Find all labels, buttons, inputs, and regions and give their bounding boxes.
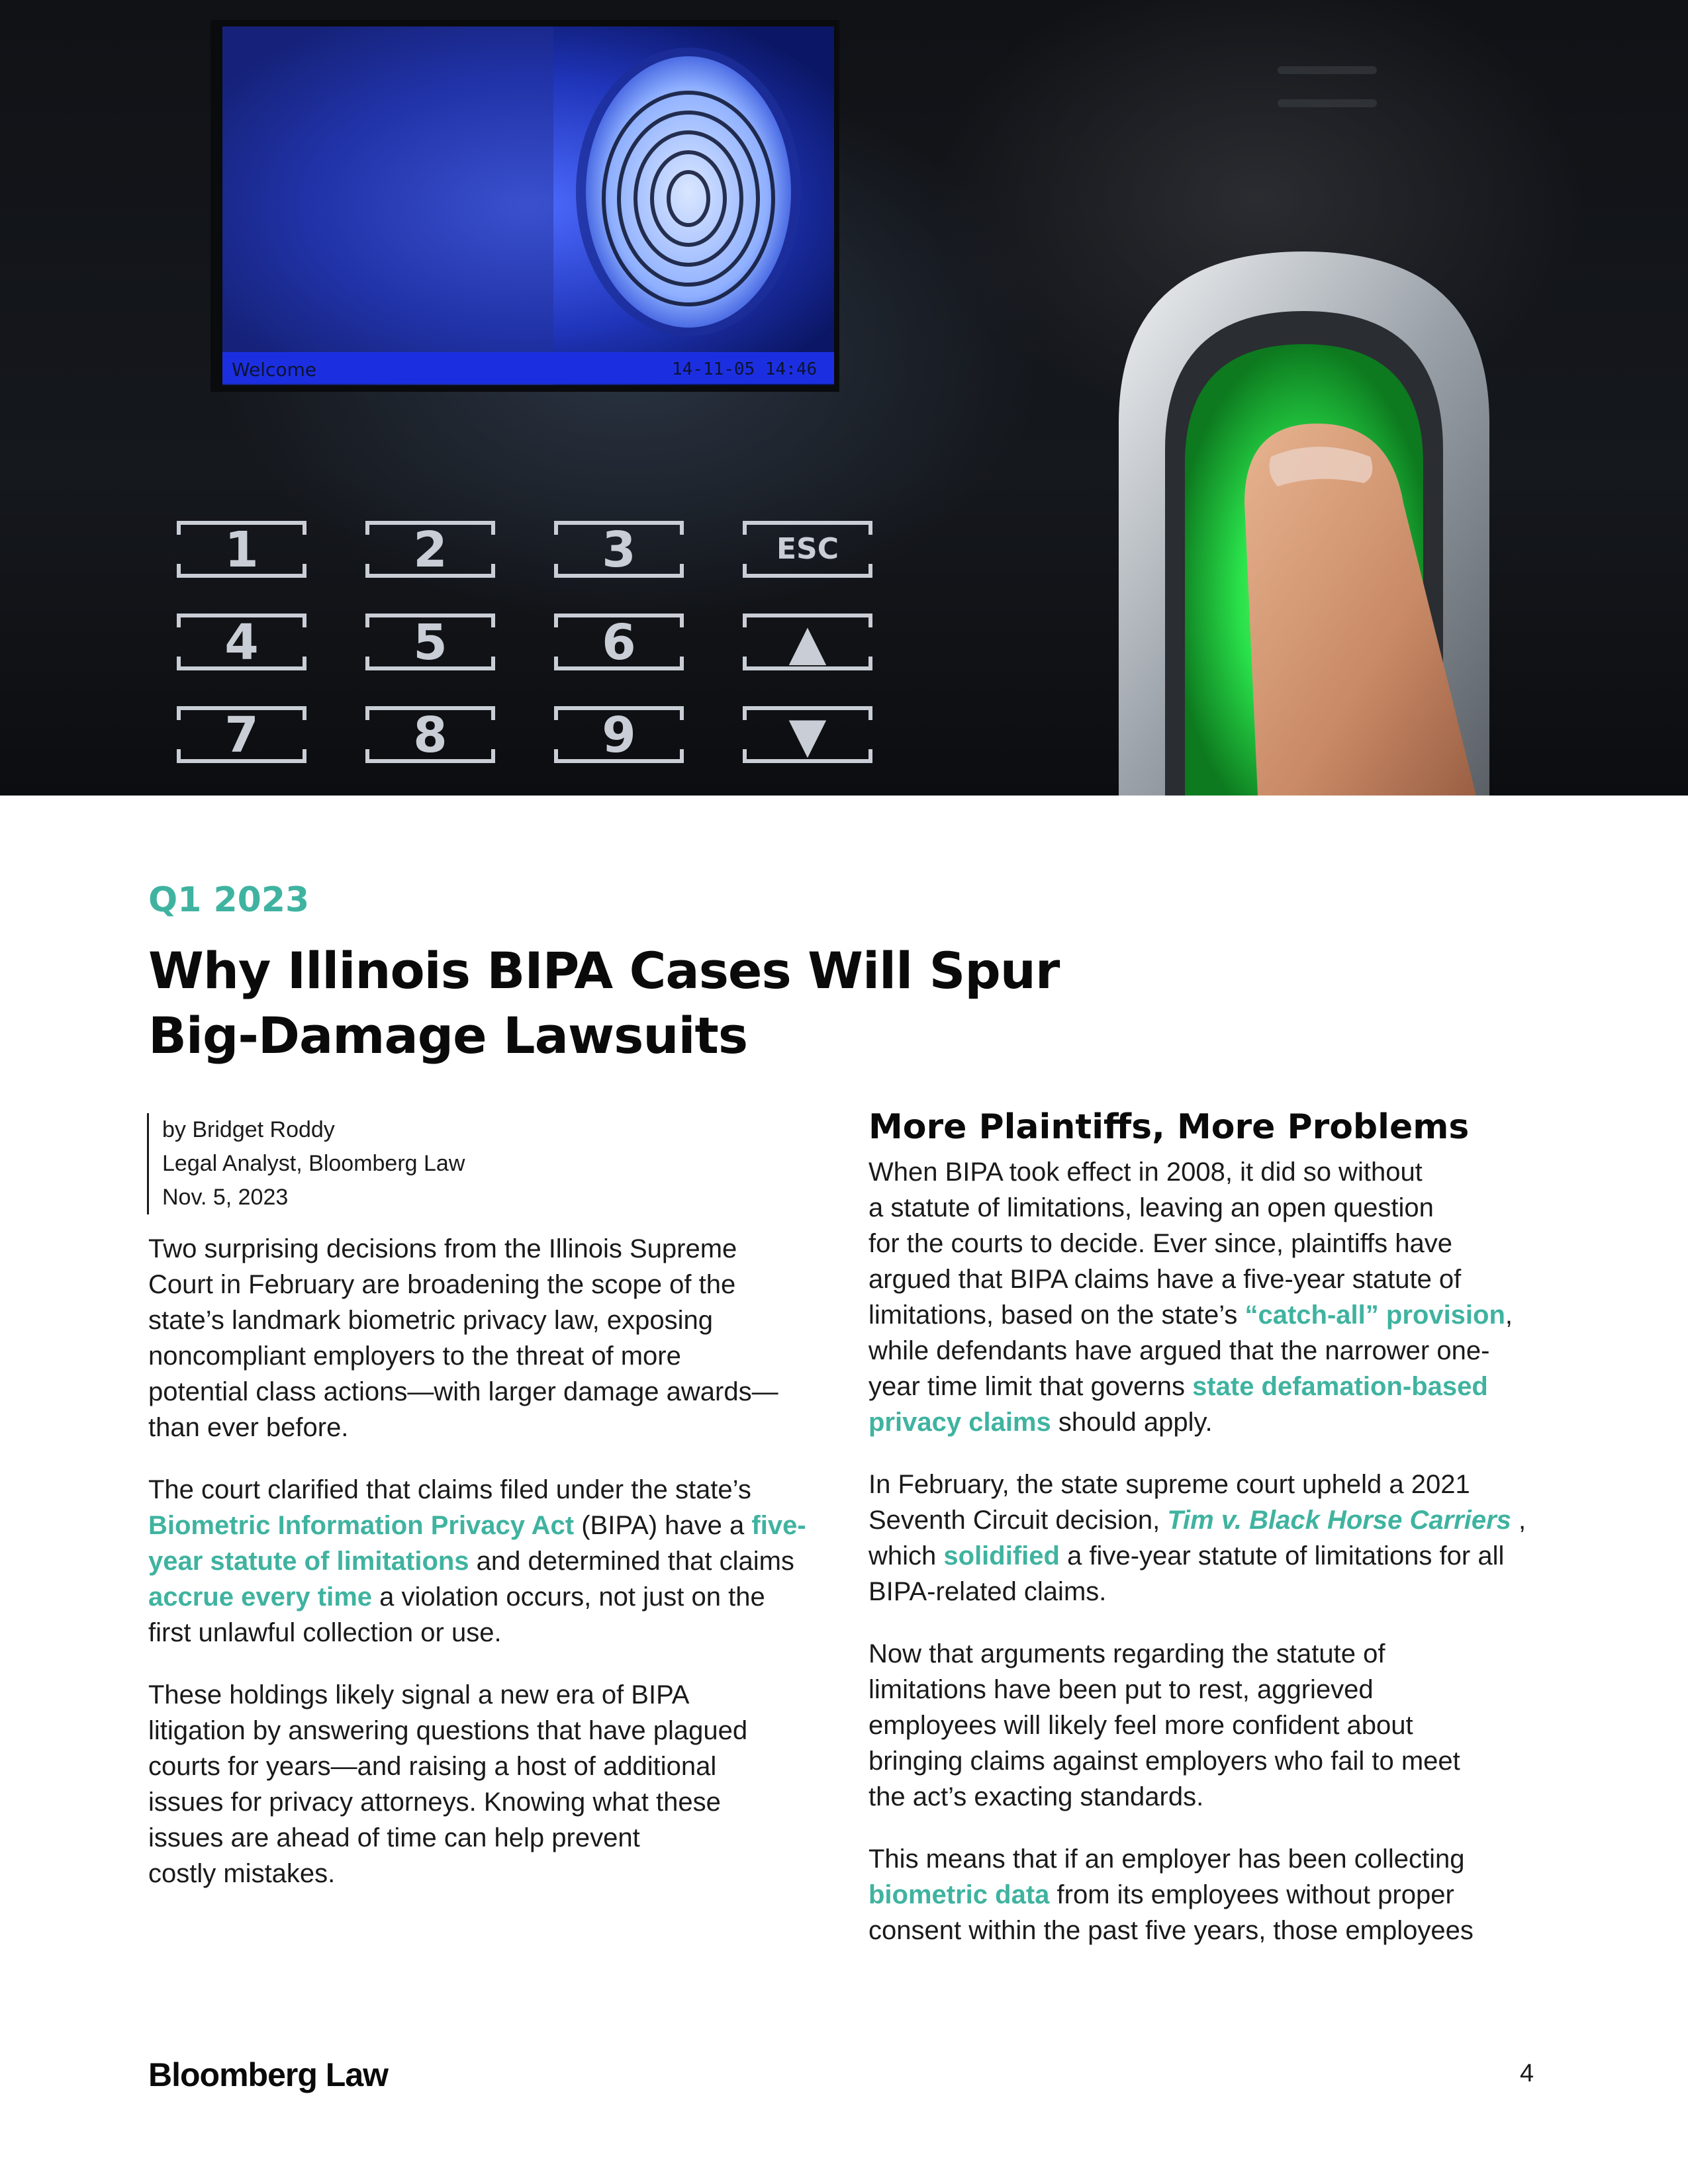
- keypad-key: [367, 707, 493, 764]
- keypad-key: [556, 707, 682, 764]
- text-line: [148, 1508, 883, 1543]
- inline-text: a violation occurs, not just on the: [372, 1582, 765, 1612]
- keypad-key-label: 1: [224, 522, 259, 578]
- keypad-key-label: 6: [602, 614, 636, 671]
- inline-text: (BIPA) have a: [574, 1511, 752, 1540]
- screen-status-left: Welcome: [232, 359, 317, 381]
- accrue-every-time-link[interactable]: accrue every time: [148, 1582, 373, 1612]
- text-line: This means that if an employer has been collecting: [868, 1844, 1465, 1874]
- text-line: limitations have been put to rest, aggrieved: [868, 1675, 1374, 1704]
- keypad-key-label: 8: [413, 707, 447, 764]
- screen-status-right: 14-11-05 14:46: [672, 359, 818, 379]
- byline-date: Nov. 5, 2023: [162, 1185, 289, 1210]
- paragraph: [148, 1231, 883, 1445]
- text-line: Court in February are broadening the scope of the: [148, 1270, 736, 1299]
- keypad-key: [367, 522, 493, 578]
- text-line: The court clarified that claims filed under the state’s: [148, 1475, 751, 1504]
- text-line: a statute of limitations, leaving an open question: [868, 1193, 1434, 1222]
- keypad-key: [367, 614, 493, 671]
- text-line: [868, 1877, 1550, 1913]
- right-column: [868, 1104, 1550, 1975]
- keypad-key: [556, 614, 682, 671]
- keypad-key: [745, 707, 870, 764]
- privacy-claims-link[interactable]: privacy claims: [868, 1408, 1051, 1437]
- keypad-key-label: ESC: [776, 532, 839, 566]
- paragraph: [868, 1841, 1550, 1948]
- keypad-key: [179, 522, 305, 578]
- headline: [148, 938, 1075, 1068]
- inline-text: year time limit that governs: [868, 1372, 1193, 1401]
- text-line: potential class actions—with larger damage awards—: [148, 1377, 778, 1406]
- text-line: Now that arguments regarding the statute of: [868, 1639, 1385, 1668]
- five-year-statute-link[interactable]: five-: [751, 1511, 806, 1540]
- biometric-data-link[interactable]: biometric data: [868, 1880, 1050, 1909]
- inline-text: limitations, based on the state’s: [868, 1300, 1245, 1330]
- text-line: issues for privacy attorneys. Knowing what these: [148, 1788, 721, 1817]
- headline-line: Big-Damage Lawsuits: [148, 1006, 748, 1065]
- keypad-key-label: 4: [224, 614, 259, 671]
- inline-text: should apply.: [1051, 1408, 1213, 1437]
- keypad-key-label: 7: [224, 707, 259, 764]
- inline-text: Seventh Circuit decision,: [868, 1506, 1168, 1535]
- keypad-key: [745, 523, 870, 576]
- text-line: Two surprising decisions from the Illinois Supreme: [148, 1234, 737, 1263]
- text-line: consent within the past five years, those employees: [868, 1916, 1474, 1945]
- keypad-key-label: 3: [602, 522, 636, 578]
- text-line: than ever before.: [148, 1413, 349, 1442]
- text-line: while defendants have argued that the narrower one-: [868, 1336, 1490, 1365]
- keypad-key: [179, 614, 305, 671]
- keypad-key-label: 9: [602, 707, 636, 764]
- text-line: for the courts to decide. Ever since, plaintiffs have: [868, 1229, 1452, 1258]
- text-line: In February, the state supreme court upheld a 2021: [868, 1470, 1470, 1499]
- inline-text: a five-year statute of limitations for all: [1059, 1541, 1505, 1570]
- inline-text: which: [868, 1541, 944, 1570]
- text-line: [148, 1579, 883, 1615]
- keypad-key: [556, 522, 682, 578]
- text-line: noncompliant employers to the threat of more: [148, 1342, 681, 1371]
- text-line: [868, 1538, 1550, 1574]
- inline-text: from its employees without proper: [1049, 1880, 1454, 1909]
- text-line: litigation by answering questions that have plagued: [148, 1716, 748, 1745]
- fingerprint-terminal-illustration: [0, 0, 1688, 796]
- page-number: 4: [1520, 2060, 1534, 2087]
- bloomberg-law-logo: Bloomberg Law: [148, 2056, 389, 2093]
- paragraph: [148, 1472, 883, 1651]
- keypad-key-label: 5: [413, 614, 447, 671]
- headline-line: Why Illinois BIPA Cases Will Spur: [148, 941, 1060, 1000]
- section-heading: More Plaintiffs, More Problems: [868, 1107, 1470, 1147]
- text-line: first unlawful collection or use.: [148, 1618, 502, 1647]
- paragraph: [868, 1467, 1550, 1610]
- quarter-label: Q1 2023: [148, 880, 310, 920]
- text-line: [868, 1297, 1550, 1333]
- text-line: [148, 1543, 883, 1579]
- hero-photo: [0, 0, 1688, 796]
- text-line: argued that BIPA claims have a five-year statute of: [868, 1265, 1462, 1294]
- catch-all-provision-link[interactable]: “catch-all” provision: [1244, 1300, 1505, 1330]
- text-line: bringing claims against employers who fail to meet: [868, 1747, 1460, 1776]
- text-line: [868, 1502, 1550, 1538]
- solidified-link[interactable]: solidified: [943, 1541, 1060, 1570]
- paragraph: [868, 1636, 1550, 1815]
- keypad-key-label: ▲: [788, 614, 827, 671]
- text-line: issues are ahead of time can help prevent: [148, 1823, 640, 1852]
- text-line: state’s landmark biometric privacy law, exposing: [148, 1306, 713, 1335]
- text-line: [868, 1369, 1550, 1404]
- paragraph: [868, 1154, 1550, 1440]
- inline-text: and determined that claims: [469, 1547, 794, 1576]
- text-line: costly mistakes.: [148, 1859, 336, 1888]
- keypad: [179, 522, 870, 764]
- keypad-key-label: ▼: [788, 707, 827, 764]
- text-line: employees will likely feel more confident about: [868, 1711, 1413, 1740]
- inline-text: ,: [1511, 1506, 1526, 1535]
- inline-text: ,: [1505, 1300, 1513, 1330]
- text-line: courts for years—and raising a host of additional: [148, 1752, 717, 1781]
- byline-author: by Bridget Roddy: [162, 1117, 335, 1142]
- text-line: These holdings likely signal a new era of BIPA: [148, 1680, 690, 1709]
- fingerprint-icon: [586, 56, 791, 328]
- keypad-key: [179, 707, 305, 764]
- keypad-key: [745, 614, 870, 671]
- text-line: [868, 1404, 1550, 1440]
- paragraph: [148, 1677, 883, 1891]
- byline: [147, 1113, 465, 1214]
- keypad-key-label: 2: [413, 522, 447, 578]
- bipa-link[interactable]: Biometric Information Privacy Act: [148, 1511, 575, 1540]
- left-column: [148, 1231, 883, 1918]
- text-line: When BIPA took effect in 2008, it did so without: [868, 1158, 1423, 1187]
- byline-role: Legal Analyst, Bloomberg Law: [162, 1151, 465, 1176]
- text-line: BIPA-related claims.: [868, 1577, 1107, 1606]
- text-line: the act’s exacting standards.: [868, 1782, 1204, 1811]
- state-defamation-link[interactable]: state defamation-based: [1192, 1372, 1488, 1401]
- tim-v-black-horse-link[interactable]: Tim v. Black Horse Carriers: [1167, 1506, 1511, 1535]
- five-year-statute-link-cont[interactable]: year statute of limitations: [148, 1547, 469, 1576]
